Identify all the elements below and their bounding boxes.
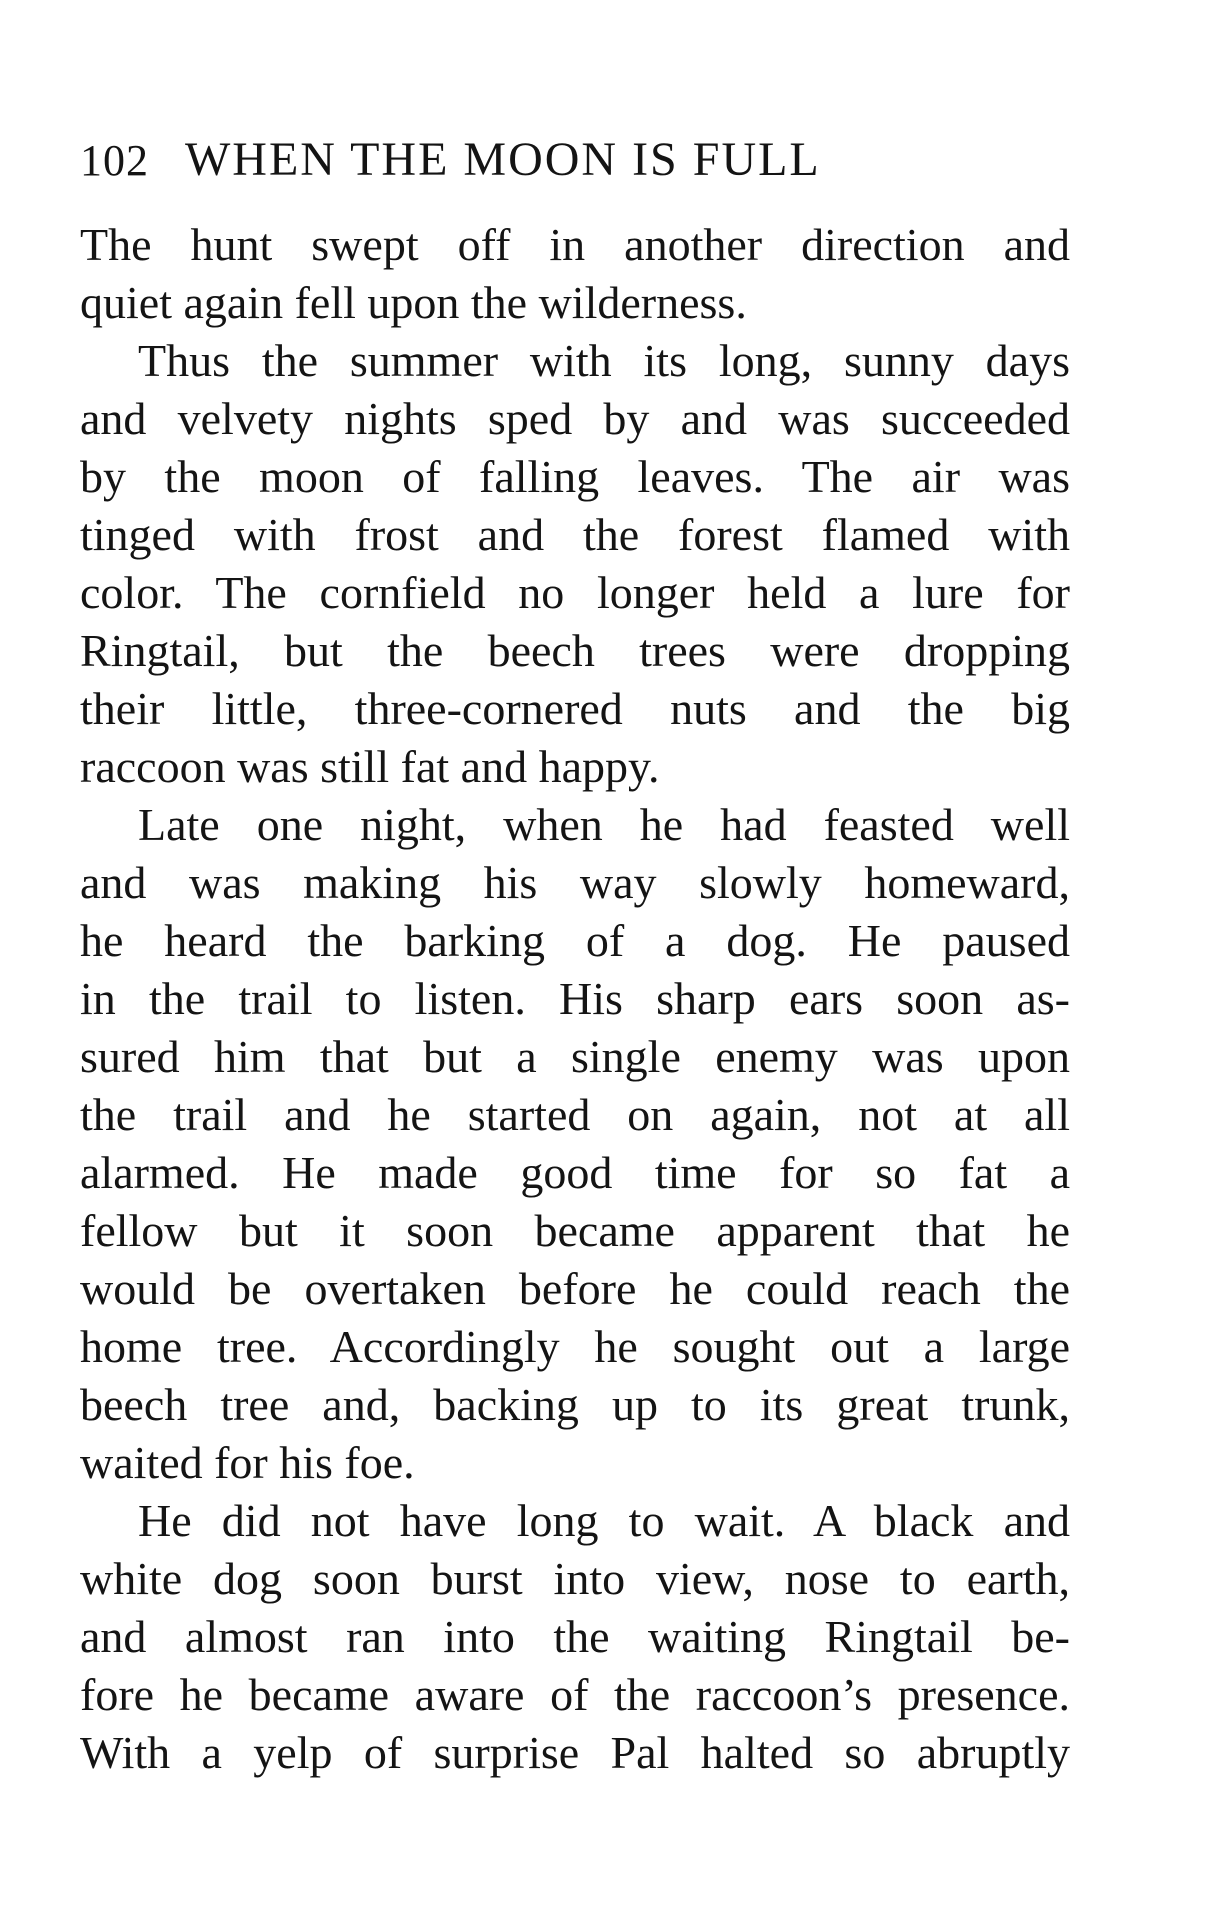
- text-line: tinged with frost and the forest flamed with: [80, 509, 1070, 560]
- paragraph: [80, 216, 1070, 332]
- text-line: Late one night, when he had feasted well: [138, 799, 1070, 850]
- text-line: and almost ran into the waiting Ringtail be-: [80, 1611, 1070, 1662]
- text-line: quiet again fell upon the wilderness.: [80, 277, 747, 328]
- text-line: home tree. Accordingly he sought out a large: [80, 1321, 1070, 1372]
- text-line: by the moon of falling leaves. The air was: [80, 451, 1070, 502]
- body-text: [80, 216, 1070, 1782]
- text-line: would be overtaken before he could reach the: [80, 1263, 1070, 1314]
- text-line: their little, three-cornered nuts and the big: [80, 683, 1070, 734]
- text-line: Ringtail, but the beech trees were dropping: [80, 625, 1070, 676]
- running-header: [80, 130, 1040, 190]
- text-line: sured him that but a single enemy was upon: [80, 1031, 1070, 1082]
- text-line: fore he became aware of the raccoon’s presence.: [80, 1669, 1070, 1720]
- text-line: Thus the summer with its long, sunny days: [138, 335, 1070, 386]
- paragraph: [80, 1492, 1070, 1782]
- text-line: beech tree and, backing up to its great trunk,: [80, 1379, 1070, 1430]
- text-line: waited for his foe.: [80, 1437, 415, 1488]
- text-line: the trail and he started on again, not at all: [80, 1089, 1070, 1140]
- text-line: raccoon was still fat and happy.: [80, 741, 660, 792]
- text-line: and was making his way slowly homeward,: [80, 857, 1070, 908]
- text-line: alarmed. He made good time for so fat a: [80, 1147, 1070, 1198]
- text-line: white dog soon burst into view, nose to earth,: [80, 1553, 1070, 1604]
- text-line: He did not have long to wait. A black and: [138, 1495, 1070, 1546]
- text-line: The hunt swept off in another direction and: [80, 219, 1070, 270]
- text-line: and velvety nights sped by and was succeeded: [80, 393, 1070, 444]
- running-title: WHEN THE MOON IS FULL: [185, 133, 821, 186]
- text-line: fellow but it soon became apparent that he: [80, 1205, 1070, 1256]
- text-line: in the trail to listen. His sharp ears soon as-: [80, 973, 1070, 1024]
- text-line: he heard the barking of a dog. He paused: [80, 915, 1070, 966]
- text-line: With a yelp of surprise Pal halted so abruptly: [80, 1727, 1070, 1778]
- paragraph: [80, 796, 1070, 1492]
- text-line: color. The cornfield no longer held a lure for: [80, 567, 1070, 618]
- page-number: 102: [80, 136, 149, 185]
- paragraph: [80, 332, 1070, 796]
